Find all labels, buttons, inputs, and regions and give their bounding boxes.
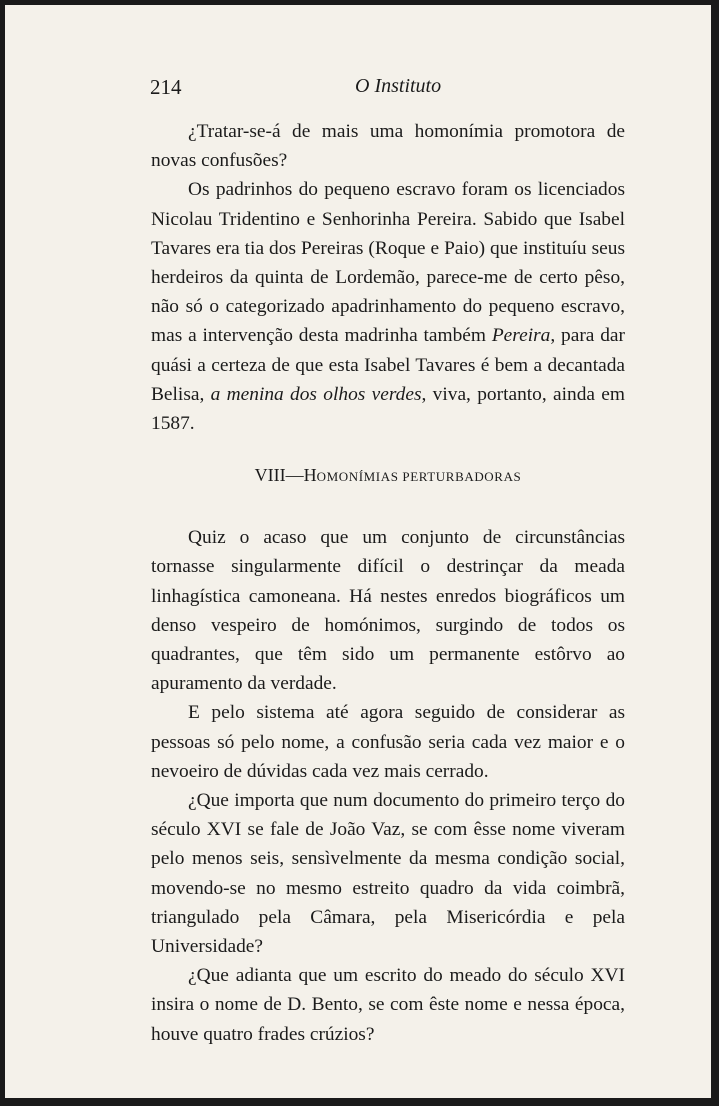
- text-block: [151, 117, 625, 1049]
- paragraph-2-italic-pereira: Pereira: [491, 325, 551, 347]
- paragraph-2-text-a: Os padrinhos do pequeno escravo foram os licenciados Nicolau Tridentino e Senhorinha Pereira. Sabido que Isabel Tavares era tia dos Pereiras (Roque e Paio) que instituíu seus herdeiros da quinta de Lordemão, parece-me de certo pêso, não só o categorizado apadrinhamento do pequeno escravo, mas a intervenção desta madrinha também: [151, 179, 625, 347]
- paragraph-1: ¿Tratar-se-á de mais uma homonímia promotora de novas confusões?: [151, 121, 625, 172]
- paragraph-3: Quiz o acaso que um conjunto de circunstâncias tornasse singularmente difícil o destrinçar da meada linhagística camoneana. Há nestes enredos biográficos um denso vespeiro de homónimos, surgindo de todos os quadrantes, que têm sido um permanente estôrvo ao apuramento da verdade.: [151, 527, 625, 695]
- paragraph-6: ¿Que adianta que um escrito do meado do século XVI insira o nome de D. Bento, se com êste nome e nessa época, houve quatro frades crúzios?: [151, 965, 625, 1045]
- paragraph-2-text-e: , viva, portanto, ainda em 1587.: [151, 383, 625, 435]
- section-heading: [151, 463, 625, 489]
- paragraph-2-text-c: , para dar quási a certeza de que esta Isabel Tavares é bem a decantada Belisa,: [151, 325, 625, 405]
- book-page: [5, 5, 711, 1098]
- page-number: 214: [150, 75, 182, 99]
- section-heading-numeral: VIII—H: [254, 465, 317, 486]
- running-head: [150, 75, 635, 105]
- section-heading-title: OMONÍMIAS PERTURBADORAS: [316, 469, 522, 485]
- paragraph-2: [151, 175, 625, 438]
- paragraph-5: ¿Que importa que num documento do primeiro terço do século XVI se fale de João Vaz, se com êsse nome viveram pelo menos seis, sensìvelmente da mesma condição social, movendo-se no mesmo estreito quadro da vida coimbrã, triangulado pela Câmara, pela Misericórdia e pela Universidade?: [151, 790, 625, 958]
- running-title: O Instituto: [355, 75, 442, 97]
- paragraph-4: E pelo sistema até agora seguido de considerar as pessoas só pelo nome, a confusão seria cada vez maior e o nevoeiro de dúvidas cada vez mais cerrado.: [151, 702, 625, 782]
- paragraph-2-italic-menina: a menina dos olhos verdes: [210, 383, 422, 405]
